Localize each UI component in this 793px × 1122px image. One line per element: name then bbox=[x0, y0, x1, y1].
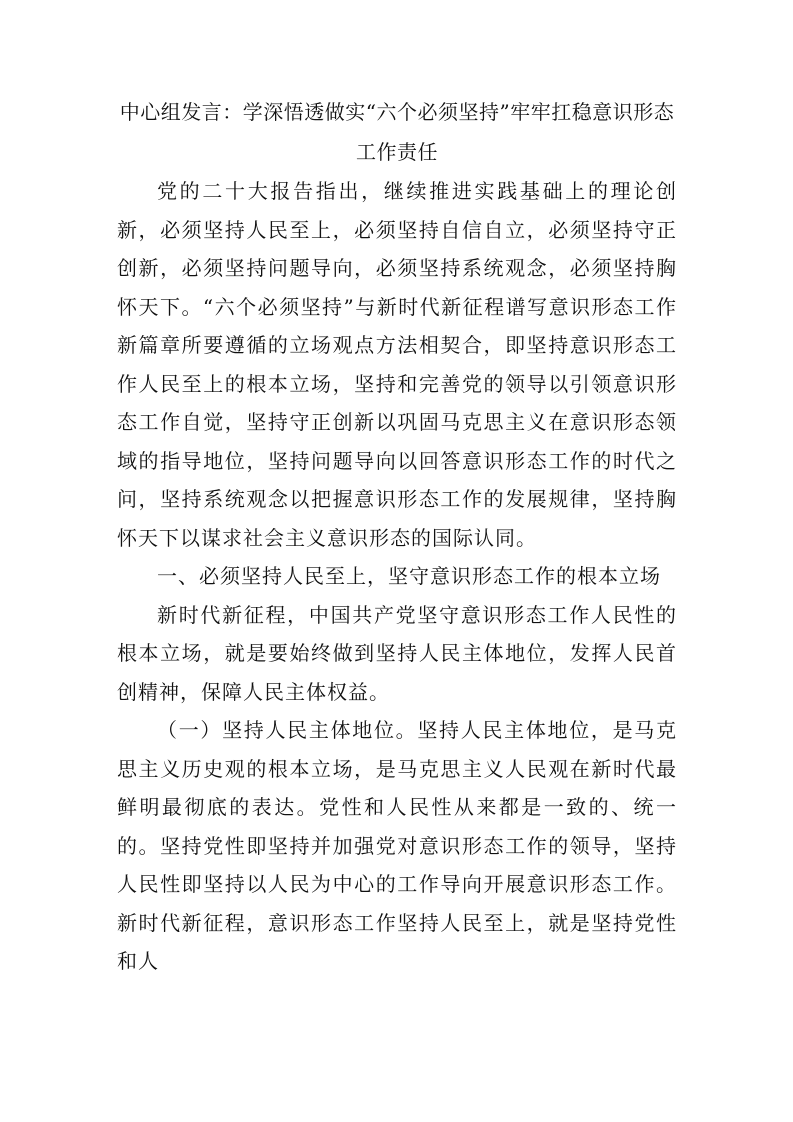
section-paragraph: 新时代新征程，中国共产党坚守意识形态工作人民性的根本立场，就是要始终做到坚持人民主体地位，发挥人民首创精神，保障人民主体权益。 bbox=[117, 602, 677, 704]
document-page bbox=[117, 92, 677, 981]
document-title: 中心组发言：学深悟透做实“六个必须坚持”牢牢扛稳意识形态工作责任 bbox=[119, 100, 675, 164]
section-heading: 一、必须坚持人民至上，坚守意识形态工作的根本立场 bbox=[157, 564, 661, 588]
intro-paragraph: 党的二十大报告指出，继续推进实践基础上的理论创新，必须坚持人民至上，必须坚持自信自立，必须坚持守正创新，必须坚持问题导向，必须坚持系统观念，必须坚持胸怀天下。“六个必须坚持”与新时代新征程谱写意识形态工作新篇章所要遵循的立场观点方法相契合，即坚持意识形态工作人民至上的根本立场，坚持和完善党的领导以引领意识形态工作自觉，坚持守正创新以巩固马克思主义在意识形态领域的指导地位，坚持问题导向以回答意识形态工作的时代之问，坚持系统观念以把握意识形态工作的发展规律，坚持胸怀天下以谋求社会主义意识形态的国际认同。 bbox=[117, 179, 677, 550]
subsection-paragraph: （一）坚持人民主体地位。坚持人民主体地位，是马克思主义历史观的根本立场，是马克思主义人民观在新时代最鲜明最彻底的表达。党性和人民性从来都是一致的、统一的。坚持党性即坚持并加强党对意识形态工作的领导，坚持人民性即坚持以人民为中心的工作导向开展意识形态工作。新时代新征程，意识形态工作坚持人民至上，就是坚持党性和人 bbox=[117, 718, 677, 973]
